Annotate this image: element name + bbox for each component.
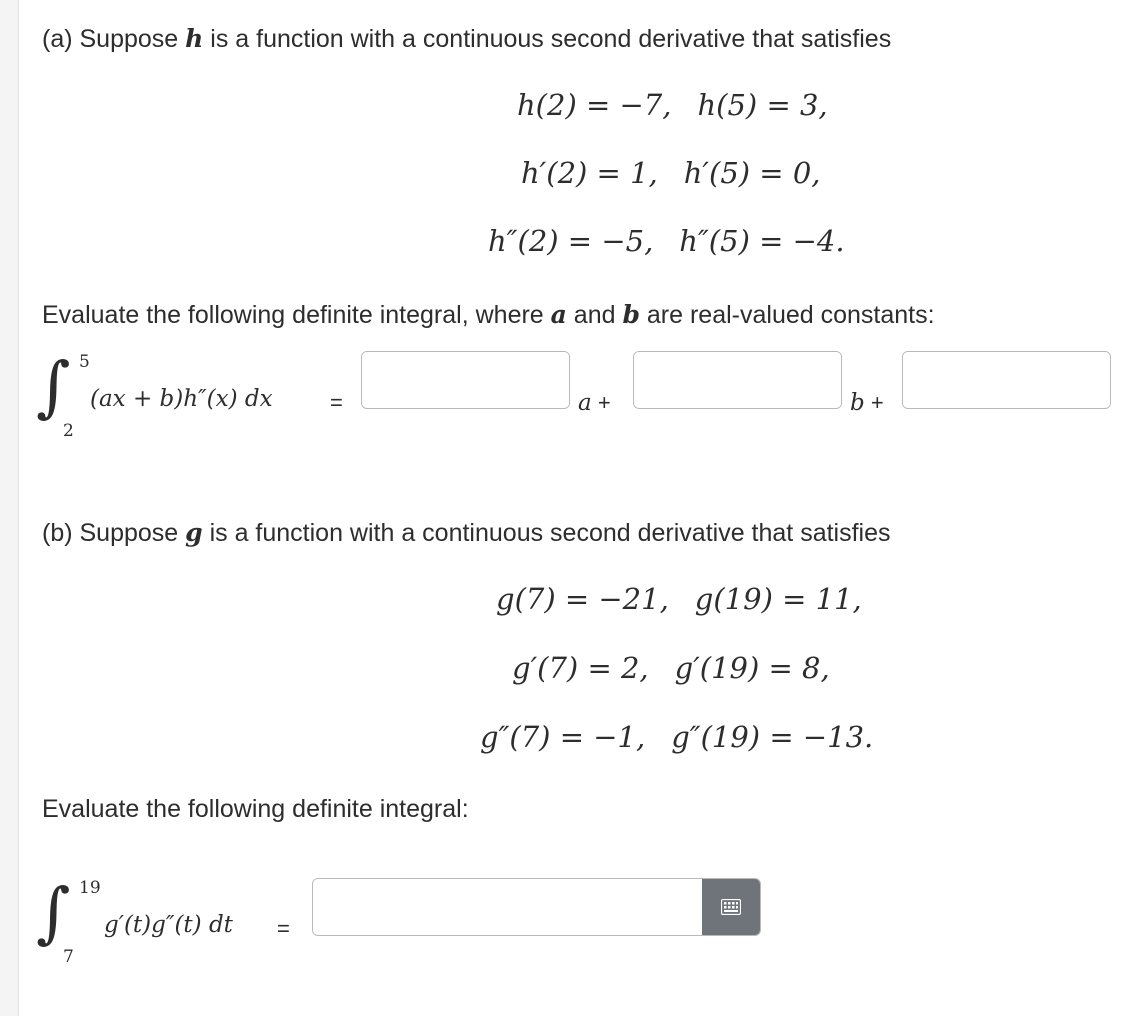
integrand-a: (ax + b)h″(x) dx	[90, 386, 273, 412]
part-a-condition-row-2: h′(2) = 1, h′(5) = 0,	[521, 156, 821, 190]
var-g: g	[185, 518, 203, 547]
var-h: h	[185, 24, 204, 53]
math-keyboard-button-4[interactable]	[702, 879, 760, 935]
answer-constant-group	[902, 351, 1111, 409]
part-b-condition-row-1: g(7) = −21, g(19) = 11,	[496, 582, 862, 616]
answer-b-coefficient-input[interactable]	[634, 352, 842, 408]
answer-b-input[interactable]	[313, 879, 702, 935]
integral-sign-a: ∫	[36, 348, 71, 425]
part-a-intro: (a) Suppose h is a function with a continuous second derivative that satisfies	[42, 24, 892, 53]
after-label-a: a +	[578, 390, 611, 416]
equals-sign-b: =	[277, 916, 290, 941]
lower-limit-a: 2	[63, 421, 74, 441]
upper-limit-b: 19	[79, 878, 101, 898]
answer-b-coefficient-group	[633, 351, 842, 409]
keyboard-icon	[721, 899, 741, 915]
part-b-condition-row-3: g″(7) = −1, g″(19) = −13.	[480, 720, 874, 754]
after-label-b: b +	[850, 390, 884, 416]
part-b-condition-row-2: g′(7) = 2, g′(19) = 8,	[512, 651, 830, 685]
answer-b-group	[312, 878, 761, 936]
equals-sign-a: =	[330, 390, 343, 415]
integral-sign-b: ∫	[36, 874, 71, 951]
part-b-intro: (b) Suppose g is a function with a continuous second derivative that satisfies	[42, 518, 891, 547]
answer-a-coefficient-group	[361, 351, 570, 409]
answer-a-coefficient-input[interactable]	[362, 352, 570, 408]
part-b-evaluate-text: Evaluate the following definite integral:	[42, 795, 469, 823]
integrand-b: g′(t)g″(t) dt	[104, 912, 233, 938]
question-panel	[18, 0, 1139, 1016]
upper-limit-a: 5	[79, 352, 90, 372]
part-a-condition-row-1: h(2) = −7, h(5) = 3,	[517, 88, 828, 122]
lower-limit-b: 7	[63, 947, 74, 967]
answer-constant-input[interactable]	[903, 352, 1111, 408]
part-a-condition-row-3: h″(2) = −5, h″(5) = −4.	[488, 224, 845, 258]
part-a-evaluate-text: Evaluate the following definite integral, where a and b are real-valued constants:	[42, 300, 935, 329]
